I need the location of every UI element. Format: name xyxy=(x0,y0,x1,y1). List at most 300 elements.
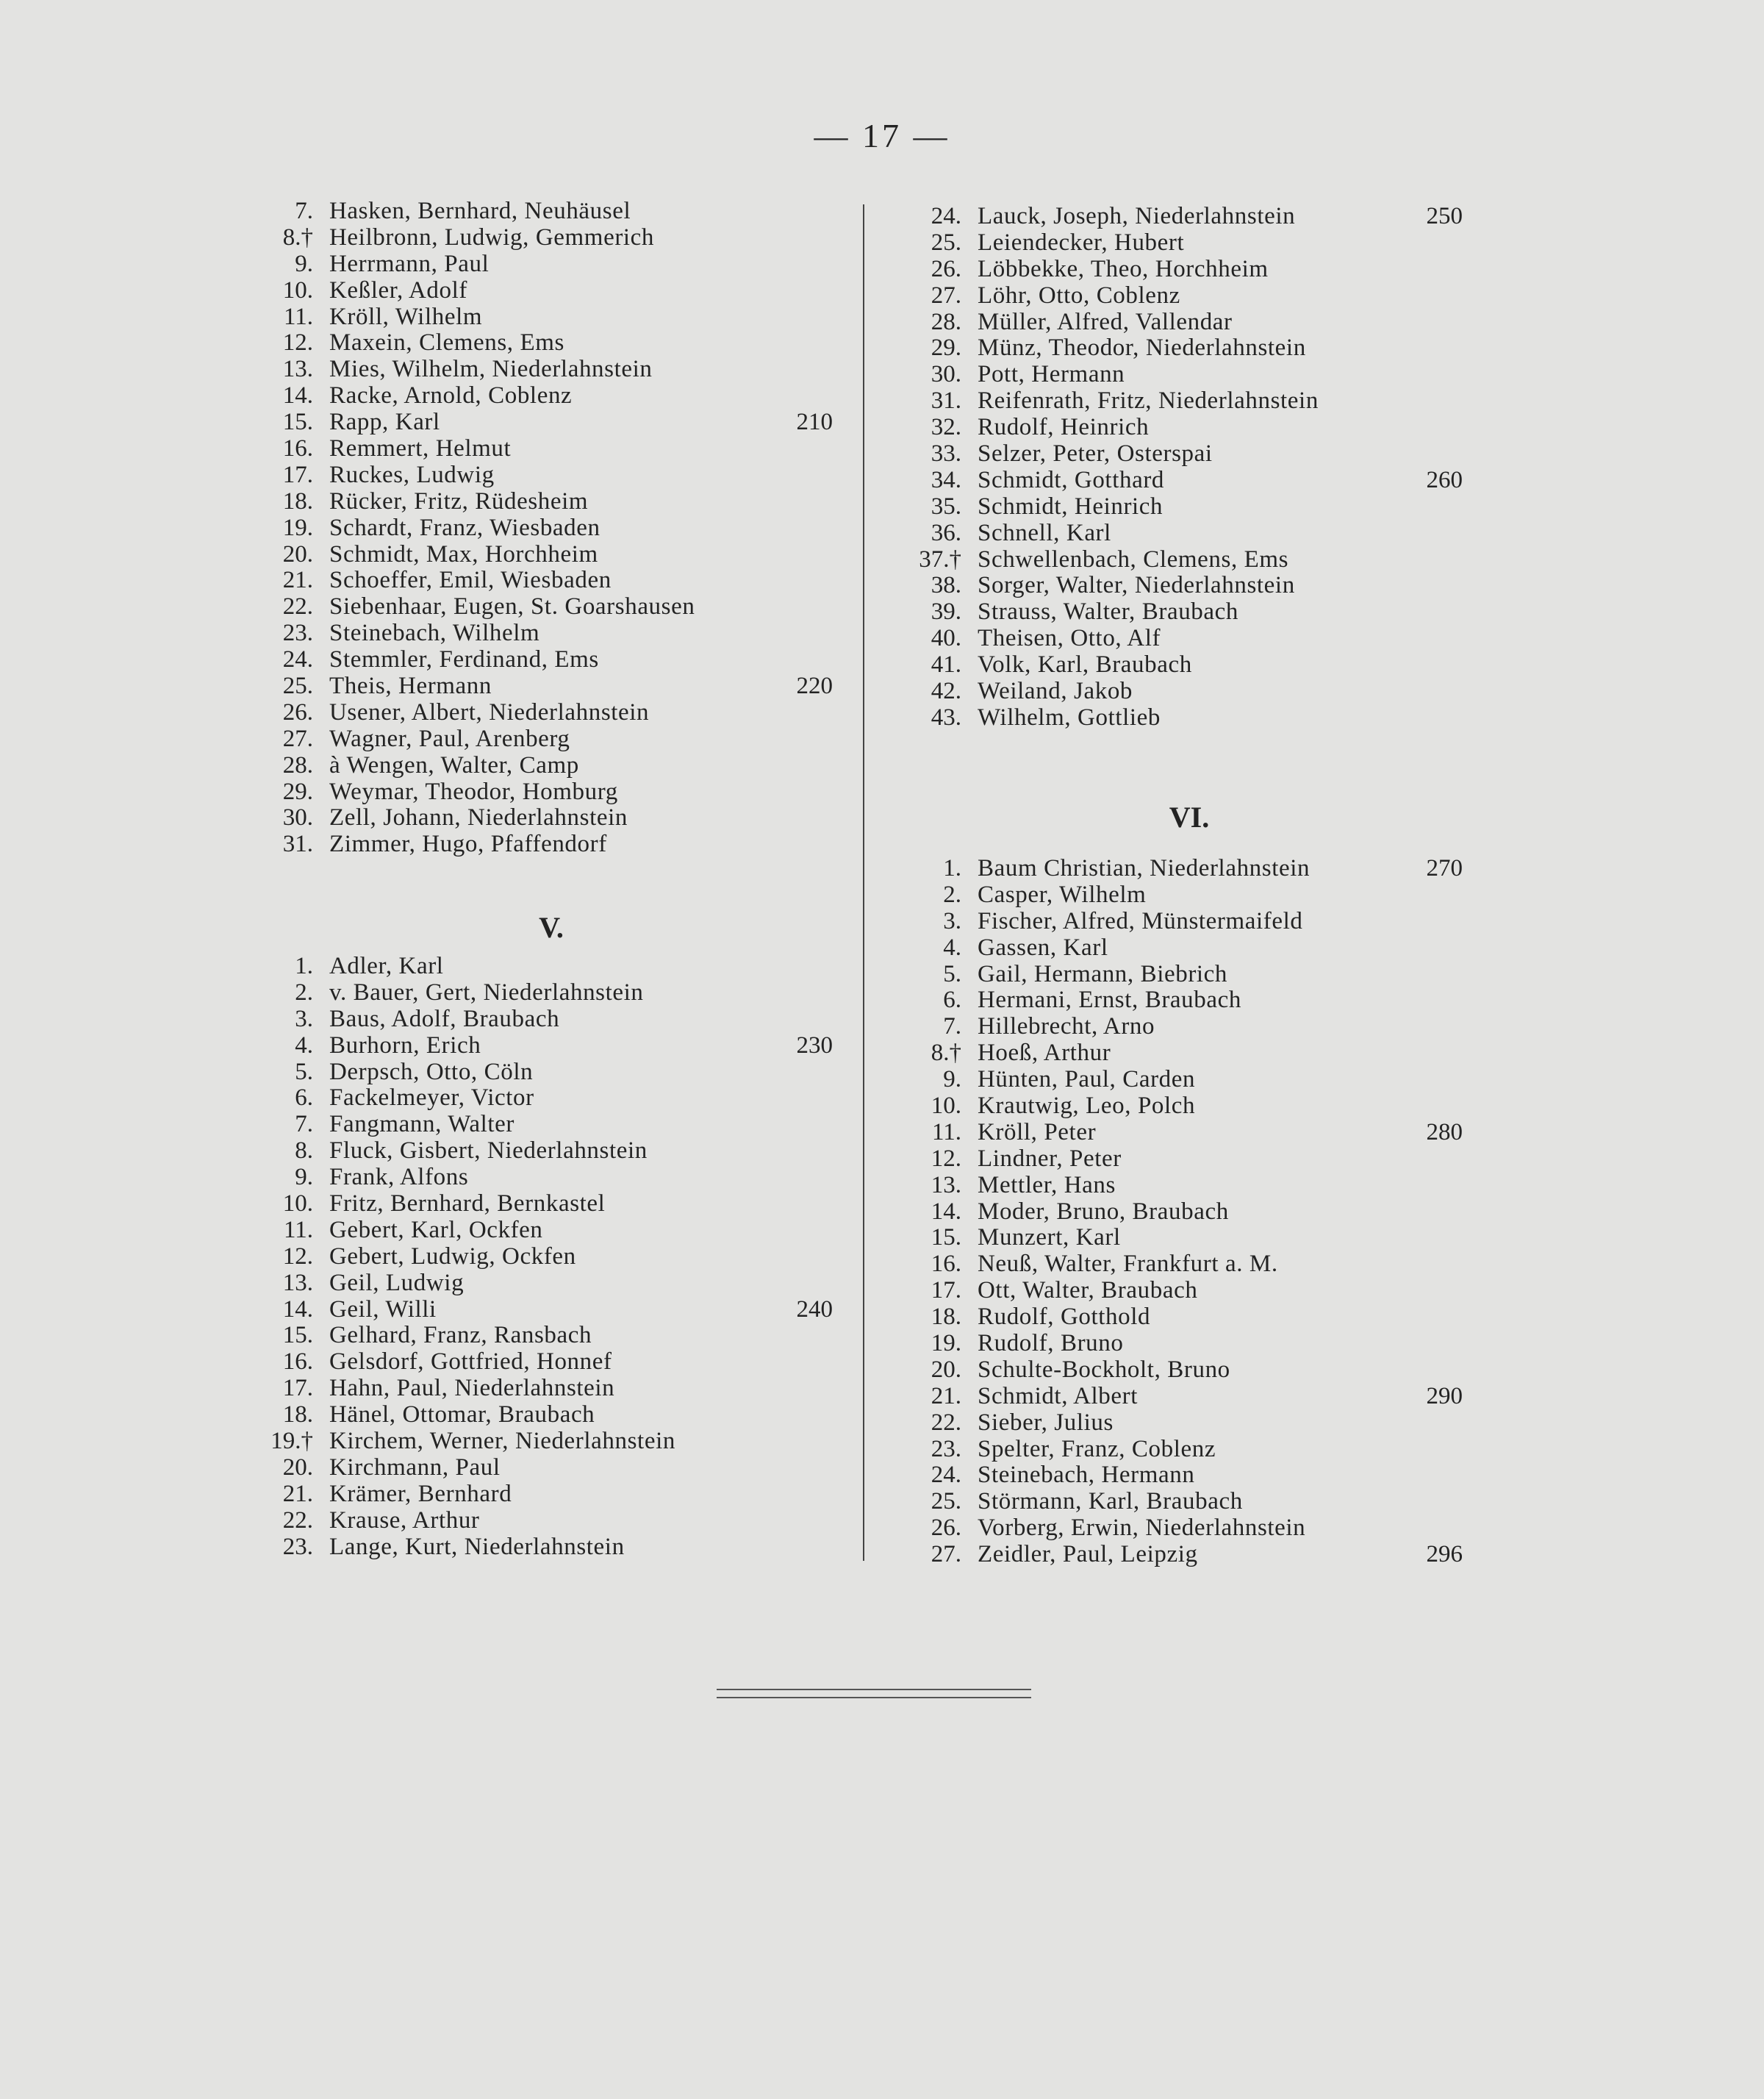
running-count: 210 xyxy=(796,409,833,436)
item-number: 29. xyxy=(282,778,313,805)
student-name: Leiendecker, Hubert xyxy=(978,229,1185,256)
list-item xyxy=(904,1542,1463,1568)
student-name: Geil, Ludwig xyxy=(329,1269,465,1296)
list-item xyxy=(904,388,1463,415)
student-name: Pott, Hermann xyxy=(978,361,1125,388)
student-name: Geil, Willi xyxy=(329,1295,437,1323)
item-number: 2. xyxy=(943,881,961,908)
student-name: Fluck, Gisbert, Niederlahnstein xyxy=(329,1137,648,1165)
student-name: Krautwig, Leo, Polch xyxy=(978,1093,1196,1120)
list-item xyxy=(904,909,1463,935)
student-name: Munzert, Karl xyxy=(978,1224,1121,1251)
student-name: Vorberg, Erwin, Niederlahnstein xyxy=(978,1515,1306,1542)
student-name: Müller, Alfred, Vallendar xyxy=(978,308,1233,335)
student-name: v. Bauer, Gert, Niederlahnstein xyxy=(329,979,644,1006)
student-name: Krämer, Bernhard xyxy=(329,1480,512,1507)
list-item xyxy=(256,1033,833,1059)
item-number: 33. xyxy=(931,440,961,468)
student-name: Theis, Hermann xyxy=(329,673,492,700)
student-name: Schmidt, Max, Horchheim xyxy=(329,540,598,568)
end-rule-top xyxy=(717,1689,1031,1690)
list-item xyxy=(256,1455,833,1481)
item-number: 3. xyxy=(295,1005,313,1032)
item-number: 7. xyxy=(295,198,313,224)
list-item xyxy=(256,1402,833,1428)
student-name: Schardt, Franz, Wiesbaden xyxy=(329,514,600,541)
list-item xyxy=(904,441,1463,468)
list-item xyxy=(256,304,833,331)
item-number: 35. xyxy=(931,493,961,520)
student-name: Kröll, Wilhelm xyxy=(329,303,483,330)
item-number: 9. xyxy=(943,1066,961,1093)
list-item xyxy=(256,1059,833,1086)
list-item xyxy=(256,1349,833,1376)
item-number: 14. xyxy=(931,1198,961,1225)
list-item xyxy=(904,882,1463,909)
list-item xyxy=(904,1437,1463,1463)
running-count: 230 xyxy=(796,1031,833,1059)
item-number: 14. xyxy=(282,382,313,410)
student-name: Gelhard, Franz, Ransbach xyxy=(329,1322,592,1349)
item-number: 5. xyxy=(295,1058,313,1085)
student-name: Sieber, Julius xyxy=(978,1409,1114,1436)
student-name: Schmidt, Heinrich xyxy=(978,493,1164,520)
list-item xyxy=(904,204,1463,230)
item-number: 31. xyxy=(282,831,313,858)
student-name: Theisen, Otto, Alf xyxy=(978,625,1161,652)
student-name: Stemmler, Ferdinand, Ems xyxy=(329,646,599,673)
student-name: Sorger, Walter, Niederlahnstein xyxy=(978,572,1295,599)
student-name: Hermani, Ernst, Braubach xyxy=(978,987,1241,1014)
student-name: Hasken, Bernhard, Neuhäusel xyxy=(329,198,631,224)
student-name: Hillebrecht, Arno xyxy=(978,1013,1155,1040)
list-item xyxy=(256,805,833,832)
list-item xyxy=(256,330,833,357)
item-number: 4. xyxy=(943,934,961,961)
student-name: Selzer, Peter, Osterspai xyxy=(978,440,1213,468)
item-number: 27. xyxy=(931,282,961,309)
list-item xyxy=(256,1323,833,1349)
list-item xyxy=(256,980,833,1006)
list-item xyxy=(904,1014,1463,1040)
list-item xyxy=(256,1534,833,1561)
item-number: 36. xyxy=(931,519,961,546)
student-name: Remmert, Helmut xyxy=(329,435,512,462)
student-name: Schmidt, Gotthard xyxy=(978,466,1165,493)
item-number: 20. xyxy=(282,1453,313,1481)
student-name: Strauss, Walter, Braubach xyxy=(978,598,1238,626)
list-item xyxy=(256,647,833,673)
item-number: 11. xyxy=(283,1216,313,1243)
item-number: 18. xyxy=(282,1401,313,1428)
list-item xyxy=(256,1376,833,1402)
list-item xyxy=(904,1410,1463,1437)
item-number: 24. xyxy=(931,1462,961,1489)
list-item xyxy=(904,1040,1463,1067)
item-number: 6. xyxy=(943,987,961,1014)
list-item xyxy=(904,1331,1463,1357)
item-number: 15. xyxy=(282,409,313,436)
student-name: Fischer, Alfred, Münstermaifeld xyxy=(978,907,1303,934)
student-name: Gail, Hermann, Biebrich xyxy=(978,960,1228,987)
student-list-left-continued xyxy=(256,199,833,858)
list-item xyxy=(904,935,1463,962)
list-item xyxy=(904,521,1463,547)
item-number: 7. xyxy=(943,1013,961,1040)
running-count: 296 xyxy=(1426,1541,1463,1568)
item-number: 38. xyxy=(931,572,961,599)
list-item xyxy=(256,779,833,806)
student-name: Schwellenbach, Clemens, Ems xyxy=(978,546,1289,573)
list-item xyxy=(256,700,833,726)
section-heading-v: V. xyxy=(539,911,564,944)
running-count: 270 xyxy=(1426,855,1463,882)
item-number: 13. xyxy=(931,1171,961,1198)
list-item xyxy=(904,1384,1463,1410)
student-name: Kirchmann, Paul xyxy=(329,1453,501,1481)
item-number: 10. xyxy=(931,1093,961,1120)
item-number: 28. xyxy=(282,751,313,779)
list-item xyxy=(904,283,1463,310)
student-name: Lindner, Peter xyxy=(978,1145,1122,1172)
student-name: Fangmann, Walter xyxy=(329,1111,514,1138)
list-item xyxy=(904,1251,1463,1278)
item-number: 24. xyxy=(931,203,961,229)
item-number: 32. xyxy=(931,414,961,441)
student-name: Spelter, Franz, Coblenz xyxy=(978,1435,1216,1462)
list-item xyxy=(256,383,833,410)
student-name: Burhorn, Erich xyxy=(329,1031,481,1059)
student-name: Baum Christian, Niederlahnstein xyxy=(978,855,1311,882)
list-item xyxy=(904,1146,1463,1173)
list-item xyxy=(256,1270,833,1297)
student-name: Zell, Johann, Niederlahnstein xyxy=(329,804,628,832)
item-number: 13. xyxy=(282,1269,313,1296)
list-item xyxy=(904,1093,1463,1120)
student-name: Frank, Alfons xyxy=(329,1164,469,1191)
item-number: 15. xyxy=(931,1224,961,1251)
list-item xyxy=(904,310,1463,336)
list-item xyxy=(256,726,833,753)
student-name: Störmann, Karl, Braubach xyxy=(978,1488,1243,1515)
student-name: Baus, Adolf, Braubach xyxy=(329,1005,560,1032)
student-name: Wagner, Paul, Arenberg xyxy=(329,725,570,752)
list-item xyxy=(256,542,833,568)
item-number: 19. xyxy=(931,1330,961,1357)
list-item xyxy=(256,753,833,779)
student-name: Rapp, Karl xyxy=(329,409,440,436)
list-item xyxy=(256,1112,833,1138)
student-name: Adler, Karl xyxy=(329,953,444,979)
student-name: Weymar, Theodor, Homburg xyxy=(329,778,618,805)
list-item xyxy=(904,1489,1463,1515)
student-name: Gebert, Ludwig, Ockfen xyxy=(329,1242,576,1270)
item-number: 3. xyxy=(943,907,961,934)
list-item xyxy=(904,362,1463,388)
item-number: 17. xyxy=(282,1375,313,1402)
list-item xyxy=(904,1515,1463,1542)
item-number: 9. xyxy=(295,250,313,277)
item-number: 22. xyxy=(282,1506,313,1534)
list-item xyxy=(256,673,833,700)
item-number: 11. xyxy=(283,303,313,330)
running-count: 240 xyxy=(796,1295,833,1323)
list-item xyxy=(256,568,833,594)
item-number: 26. xyxy=(282,698,313,726)
item-number: 19.† xyxy=(270,1428,313,1455)
list-item xyxy=(904,1278,1463,1304)
list-item xyxy=(256,199,833,225)
item-number: 40. xyxy=(931,625,961,652)
student-name: Hoeß, Arthur xyxy=(978,1040,1111,1067)
item-number: 29. xyxy=(931,335,961,362)
page-number: — 17 — xyxy=(814,117,950,154)
list-item xyxy=(256,1428,833,1455)
item-number: 21. xyxy=(282,1480,313,1507)
list-item xyxy=(904,1120,1463,1146)
list-item xyxy=(904,987,1463,1014)
item-number: 14. xyxy=(282,1295,313,1323)
list-item xyxy=(256,225,833,251)
item-number: 27. xyxy=(282,725,313,752)
item-number: 12. xyxy=(931,1145,961,1172)
student-name: Gebert, Karl, Ockfen xyxy=(329,1216,543,1243)
list-item xyxy=(904,257,1463,283)
student-name: Rudolf, Bruno xyxy=(978,1330,1124,1357)
student-name: Reifenrath, Fritz, Niederlahnstein xyxy=(978,387,1319,415)
item-number: 8. xyxy=(295,1137,313,1165)
list-item xyxy=(256,594,833,621)
student-name: Keßler, Adolf xyxy=(329,276,467,304)
student-name: Kröll, Peter xyxy=(978,1118,1097,1145)
list-item xyxy=(256,357,833,383)
item-number: 23. xyxy=(282,620,313,647)
student-name: Zeidler, Paul, Leipzig xyxy=(978,1541,1198,1568)
list-item xyxy=(256,832,833,858)
student-name: Münz, Theodor, Niederlahnstein xyxy=(978,335,1306,362)
item-number: 16. xyxy=(282,1348,313,1376)
list-item xyxy=(904,335,1463,362)
student-name: Fritz, Bernhard, Bernkastel xyxy=(329,1190,606,1217)
list-item xyxy=(256,1481,833,1508)
list-item xyxy=(904,1225,1463,1251)
student-name: Steinebach, Hermann xyxy=(978,1462,1195,1489)
end-rule-bottom xyxy=(717,1697,1031,1698)
section-heading-vi: VI. xyxy=(1169,801,1210,834)
student-name: Rücker, Fritz, Rüdesheim xyxy=(329,487,589,515)
list-item xyxy=(904,652,1463,679)
item-number: 18. xyxy=(282,487,313,515)
student-name: Lange, Kurt, Niederlahnstein xyxy=(329,1533,625,1560)
student-name: Racke, Arnold, Coblenz xyxy=(329,382,573,410)
list-item xyxy=(904,856,1463,882)
list-item xyxy=(904,1173,1463,1199)
student-name: Schmidt, Albert xyxy=(978,1382,1138,1409)
item-number: 17. xyxy=(931,1277,961,1304)
list-item xyxy=(904,573,1463,599)
running-count: 250 xyxy=(1426,203,1463,229)
student-name: Schnell, Karl xyxy=(978,519,1111,546)
list-item xyxy=(256,1244,833,1270)
student-name: Neuß, Walter, Frankfurt a. M. xyxy=(978,1251,1278,1278)
item-number: 13. xyxy=(282,356,313,383)
student-name: à Wengen, Walter, Camp xyxy=(329,751,579,779)
list-item xyxy=(904,1067,1463,1093)
item-number: 8.† xyxy=(931,1040,961,1067)
item-number: 31. xyxy=(931,387,961,415)
student-name: Kirchem, Werner, Niederlahnstein xyxy=(329,1428,675,1455)
student-name: Steinebach, Wilhelm xyxy=(329,620,540,647)
item-number: 27. xyxy=(931,1541,961,1568)
student-name: Schoeffer, Emil, Wiesbaden xyxy=(329,567,612,594)
item-number: 7. xyxy=(295,1111,313,1138)
running-count: 290 xyxy=(1426,1382,1463,1409)
item-number: 28. xyxy=(931,308,961,335)
item-number: 4. xyxy=(295,1031,313,1059)
item-number: 16. xyxy=(931,1251,961,1278)
item-number: 30. xyxy=(931,361,961,388)
running-count: 260 xyxy=(1426,466,1463,493)
item-number: 11. xyxy=(931,1118,961,1145)
list-item xyxy=(256,1508,833,1534)
list-item xyxy=(904,1199,1463,1226)
student-name: Krause, Arthur xyxy=(329,1506,480,1534)
list-item xyxy=(256,1297,833,1323)
item-number: 15. xyxy=(282,1322,313,1349)
student-name: Gassen, Karl xyxy=(978,934,1108,961)
list-item xyxy=(904,705,1463,732)
list-item xyxy=(904,415,1463,441)
item-number: 1. xyxy=(943,855,961,882)
item-number: 18. xyxy=(931,1304,961,1331)
list-item xyxy=(904,626,1463,652)
item-number: 17. xyxy=(282,461,313,488)
item-number: 1. xyxy=(295,953,313,979)
list-item xyxy=(256,489,833,515)
student-name: Hahn, Paul, Niederlahnstein xyxy=(329,1375,615,1402)
list-item xyxy=(256,954,833,980)
item-number: 23. xyxy=(931,1435,961,1462)
student-name: Moder, Bruno, Braubach xyxy=(978,1198,1229,1225)
running-count: 220 xyxy=(796,673,833,700)
student-name: Zimmer, Hugo, Pfaffendorf xyxy=(329,831,607,858)
item-number: 26. xyxy=(931,1515,961,1542)
student-name: Usener, Albert, Niederlahnstein xyxy=(329,698,650,726)
student-name: Weiland, Jakob xyxy=(978,678,1133,705)
list-item xyxy=(256,515,833,542)
list-item xyxy=(904,679,1463,705)
item-number: 20. xyxy=(282,540,313,568)
item-number: 25. xyxy=(931,229,961,256)
student-name: Maxein, Clemens, Ems xyxy=(329,329,564,357)
item-number: 39. xyxy=(931,598,961,626)
item-number: 30. xyxy=(282,804,313,832)
student-name: Siebenhaar, Eugen, St. Goarshausen xyxy=(329,593,695,621)
student-name: Rudolf, Gotthold xyxy=(978,1304,1151,1331)
student-name: Casper, Wilhelm xyxy=(978,881,1147,908)
column-divider xyxy=(863,204,864,1561)
item-number: 34. xyxy=(931,466,961,493)
list-item xyxy=(904,599,1463,626)
student-name: Gelsdorf, Gottfried, Honnef xyxy=(329,1348,612,1376)
student-name: Lauck, Joseph, Niederlahnstein xyxy=(978,203,1296,229)
student-name: Löbbekke, Theo, Horchheim xyxy=(978,255,1269,282)
item-number: 19. xyxy=(282,514,313,541)
student-name: Mettler, Hans xyxy=(978,1171,1116,1198)
student-name: Schulte-Bockholt, Bruno xyxy=(978,1356,1230,1383)
item-number: 25. xyxy=(931,1488,961,1515)
item-number: 24. xyxy=(282,646,313,673)
item-number: 12. xyxy=(282,1242,313,1270)
student-name: Löhr, Otto, Coblenz xyxy=(978,282,1180,309)
list-item xyxy=(256,1217,833,1244)
list-item xyxy=(904,1462,1463,1489)
student-name: Herrmann, Paul xyxy=(329,250,490,277)
item-number: 10. xyxy=(282,276,313,304)
student-name: Hänel, Ottomar, Braubach xyxy=(329,1401,595,1428)
running-count: 280 xyxy=(1426,1118,1463,1145)
item-number: 10. xyxy=(282,1190,313,1217)
item-number: 9. xyxy=(295,1164,313,1191)
student-name: Derpsch, Otto, Cöln xyxy=(329,1058,534,1085)
item-number: 2. xyxy=(295,979,313,1006)
item-number: 23. xyxy=(282,1533,313,1560)
list-item xyxy=(904,547,1463,573)
item-number: 42. xyxy=(931,678,961,705)
list-item xyxy=(904,1357,1463,1384)
list-item xyxy=(904,494,1463,521)
list-item xyxy=(904,1304,1463,1331)
list-item xyxy=(256,1191,833,1217)
student-name: Hünten, Paul, Carden xyxy=(978,1066,1196,1093)
item-number: 21. xyxy=(931,1382,961,1409)
student-name: Ott, Walter, Braubach xyxy=(978,1277,1198,1304)
item-number: 43. xyxy=(931,704,961,731)
item-number: 12. xyxy=(282,329,313,357)
student-name: Volk, Karl, Braubach xyxy=(978,651,1192,679)
list-item xyxy=(256,1165,833,1191)
list-item xyxy=(256,1006,833,1033)
item-number: 26. xyxy=(931,255,961,282)
student-name: Heilbronn, Ludwig, Gemmerich xyxy=(329,224,655,251)
item-number: 20. xyxy=(931,1356,961,1383)
list-item xyxy=(256,1085,833,1112)
student-name: Mies, Wilhelm, Niederlahnstein xyxy=(329,356,653,383)
list-item xyxy=(904,468,1463,494)
student-name: Ruckes, Ludwig xyxy=(329,461,495,488)
item-number: 22. xyxy=(282,593,313,621)
item-number: 22. xyxy=(931,1409,961,1436)
item-number: 37.† xyxy=(919,546,961,573)
student-name: Fackelmeyer, Victor xyxy=(329,1084,534,1112)
student-list-section-v xyxy=(256,954,833,1560)
list-item xyxy=(256,621,833,647)
item-number: 8.† xyxy=(282,224,313,251)
list-item xyxy=(256,1138,833,1165)
student-name: Wilhelm, Gottlieb xyxy=(978,704,1161,731)
list-item xyxy=(256,436,833,462)
list-item xyxy=(256,251,833,278)
student-name: Rudolf, Heinrich xyxy=(978,414,1150,441)
student-list-section-vi xyxy=(904,856,1463,1568)
list-item xyxy=(256,278,833,304)
item-number: 5. xyxy=(943,960,961,987)
list-item xyxy=(256,462,833,489)
list-item xyxy=(256,410,833,436)
item-number: 25. xyxy=(282,673,313,700)
student-list-section-v-continued xyxy=(904,204,1463,732)
item-number: 21. xyxy=(282,567,313,594)
